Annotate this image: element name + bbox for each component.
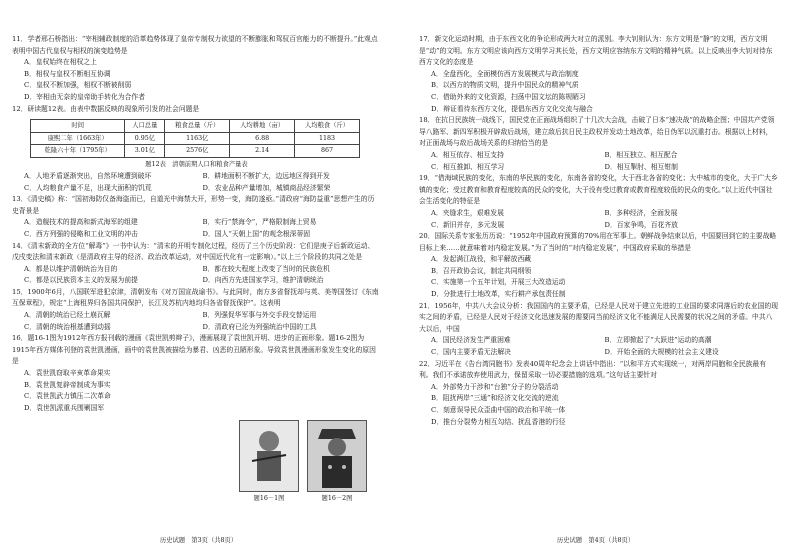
question-22 <box>419 359 778 429</box>
option-b: B．立即掀起了“大跃进”运动的高潮 <box>604 336 712 345</box>
option-c: C．都是以民族资本主义的发展为前提 <box>24 276 138 285</box>
option-c: C．新旧并存，多元发展 <box>431 220 505 229</box>
figure-caption: 题16－2图 <box>321 495 353 502</box>
question-stem: 11．学者邢石桥指出：“宰相辅政制度的沿革趋势体现了皇帝专制权力欲望的不断膨胀和驾驭百官能力的不断提升。”此观点表明中国古代皇权与相权的演变趋势是 <box>12 35 378 55</box>
table-header-cell: 人均粮食（斤） <box>295 120 360 133</box>
right-page <box>397 0 794 552</box>
option-b: B．相互独立、相互配合 <box>604 150 678 159</box>
option-d: D．开始全面的大规模的社会主义建设 <box>604 348 719 357</box>
question-21 <box>419 301 778 359</box>
table-cell: 乾隆六十年（1795年） <box>31 145 125 158</box>
page-footer: 历史试题 第4页（共8页） <box>556 537 635 544</box>
option-c: C．人均粮食产量不足，出现大面积的饥荒 <box>24 183 152 192</box>
option-c: C．西方列强的侵略和工业文明的冲击 <box>24 229 138 238</box>
question-stem: 22．习近平在《告台湾同胞书》发表40周年纪念会上讲话中指出：“以和平方式实现统一，对两岸同胞和全民族最有利。我们不承诺放弃使用武力，保留采取一切必要措施的选项。”这句话主要针对 <box>419 359 767 380</box>
option-row <box>12 183 381 195</box>
option-row <box>12 275 381 287</box>
table-cell: 2576亿 <box>165 145 230 158</box>
cartoon-drawing <box>240 421 298 491</box>
option-b: B．实行“禁海令”，严格限制海上贸易 <box>202 218 317 227</box>
figure-caption: 题16－1图 <box>253 495 285 502</box>
option-row <box>12 171 381 183</box>
option-c: C．相互推卸、相互学习 <box>431 162 505 171</box>
question-17 <box>419 34 778 115</box>
option-b: B．耕地面积不断扩大，边远地区得到开发 <box>202 171 330 180</box>
option-a: A．都是以维护清朝统治为目的 <box>24 264 118 273</box>
option-c: C．实施第一个五年计划，开展三大改造运动 <box>431 278 566 287</box>
option-b: B．袁世凯复辟帝制成为事实 <box>24 380 111 389</box>
option-a: A．清朝的统治已经土崩瓦解 <box>24 311 111 320</box>
cartoon-image <box>307 420 367 492</box>
cartoon-drawing <box>308 421 366 491</box>
option-d: D．宰相由无奈的皇帝助手转化为合作者 <box>24 92 145 101</box>
option-row <box>419 347 778 359</box>
option-a: A．夹缝求生，艰难发展 <box>431 208 504 217</box>
option-d: D．农业品种产量增加，城镇商品经济繁荣 <box>202 183 331 192</box>
option-a: A．全盘西化，全面模仿西方发展模式与政治制度 <box>431 69 579 78</box>
table-row <box>31 145 360 158</box>
table-header-cell: 人口总量 <box>125 120 165 133</box>
option-row <box>419 162 778 174</box>
question-stem: 12．研读题12表。由表中数据反映的现象所引发的社会问题是 <box>12 104 200 113</box>
option-d: D．分批进行土地改革，实行耕产承包责任制 <box>431 290 566 299</box>
option-row <box>419 208 778 220</box>
option-b: B．都在较大程度上改变了当时的民族危机 <box>202 264 330 273</box>
question-14 <box>12 241 381 287</box>
option-d: D．向西方先进国家学习，维护清朝统治 <box>202 276 324 285</box>
table-cell: 3.01亿 <box>125 145 165 158</box>
option-row <box>419 220 778 232</box>
option-c: C．刻意误导民众歪曲中国的政治和平统一体 <box>431 406 566 414</box>
cartoon-image <box>239 420 299 492</box>
table-cell: 6.88 <box>230 132 295 145</box>
option-a: A．人地矛盾逐渐突出，自然环境遭到破坏 <box>24 171 152 180</box>
question-15 <box>12 287 381 333</box>
option-row <box>12 322 381 334</box>
question-stem: 16．题16-1图为1912年西方报刊载的漫画《袁世凯剪辫子》，漫画展现了袁世凯开明、进步的正面形象。题16-2图为1915年西方媒体刊登的袁世凯漫画，画中的袁世凯被描绘为暴君、凶恶的丑陋形象。导致袁世凯漫画形象发生变化的原因是 <box>12 334 376 366</box>
option-row <box>12 217 381 229</box>
question-stem: 18．在抗日民族统一战线下，国民党在正面战场组织了十几次大会战，击破了日本“速决战”的战略企图；中国共产党领导八路军、新四军积极开辟敌后战场，建立敌后抗日民主政权并发动土地改革，给日伪军以沉重打击。根据以上材料，对正面战场与敌后战场关系的归纳恰当的是 <box>419 116 775 148</box>
question-stem: 19．“借海域民族的变化，东南的华民族的变化，东南各省的变化，大于西北各省的变化；大中城市的变化，大于广大乡镇的变化；受过教育和教育程度较高的民众的变化，大于没有受过教育或教育程度较低的民众的变化。”以上近代中国社会生活变化的特征是 <box>419 174 778 206</box>
option-row <box>12 264 381 276</box>
table-cell: 0.95亿 <box>125 132 165 145</box>
option-a: A．造舰技术的提高和新式海军的组建 <box>24 218 138 227</box>
table-header-cell: 时间 <box>31 120 125 133</box>
option-row <box>419 150 778 162</box>
table-header-row <box>31 120 360 133</box>
question-stem: 17．新文化运动时期，由于东西文化的争论形成两大对立的派别。李大钊则认为：东方文明是“静”的文明，西方文明是“动”的文明。东方文明应该向西方文明学习其长处，西方文明应容纳东方文明的精神气质。以上反映出李大钊对待东西方文化的态度是 <box>419 35 773 67</box>
table-cell: 867 <box>295 145 360 158</box>
option-b: B．相权与皇权不断相互协调 <box>24 69 111 78</box>
option-a: A．发起满江战役，和平解放西藏 <box>431 255 532 264</box>
question-12 <box>12 104 381 195</box>
option-c: C．袁世凯武力镇压二次革命 <box>24 392 111 401</box>
question-16 <box>12 333 376 414</box>
option-c: C．借助外来的文化资源，扫荡中国文坛的陈规陋习 <box>431 92 586 101</box>
table-cell: 2.14 <box>230 145 295 158</box>
option-a: A．相互依存、相互支持 <box>431 150 504 159</box>
question-18 <box>419 115 778 173</box>
option-b: B．召开政协会议，制定共同纲领 <box>431 266 532 275</box>
question-stem: 21．1956年，中共八大会议分析：我国国内的主要矛盾，已经是人民对于建立先进的工业国的要求同落后的农业国的现实之间的矛盾，已经是人民对于经济文化迅速发展的需要同当前经济文化不能满足人民需要的状况之间的矛盾。中共八大以后，中国 <box>419 301 778 333</box>
question-13 <box>12 194 381 240</box>
question-19 <box>419 173 778 231</box>
option-d: D．国人“天朝上国”的观念根深蒂固 <box>202 229 311 238</box>
table-cell: 1163亿 <box>165 132 230 145</box>
option-row <box>419 335 778 347</box>
table-header-cell: 人均耕地（亩） <box>230 120 295 133</box>
option-d: D．清政府已沦为列强统治中国的工具 <box>202 322 317 331</box>
option-b: B．阻扰两岸“三通”和经济文化交流的逆流 <box>431 394 559 403</box>
option-a: A．国民经济发生严重困难 <box>431 336 511 345</box>
question-stem: 14．《清末新政的全方位“解毒”》一书中认为：“清末的开明专制化过程，经历了三个历史阶段：它们是庚子后新政运动、戊戌变法和清末新政（是清政府主导的经济、政治改革运动，对中国近代化有一定影响）。”以上三个阶段的共同之处是 <box>12 241 375 262</box>
question-stem: 13．《清史稿》称：“国初海防仅备海盗而已，自道光中海禁大开，形势一变，海防遂亟。”清政府“海防益重”思想产生的历史背景是 <box>12 195 375 215</box>
table-header-cell: 粮食总量（斤） <box>165 120 230 133</box>
table-caption: 题12表 清朝前期人口和粮食产量表 <box>145 160 248 168</box>
figure-16-1 <box>239 420 299 502</box>
question-11 <box>12 34 381 104</box>
option-a: A．皇权始终在相权之上 <box>24 58 97 67</box>
option-d: D．袁世凯派重兵围剿国军 <box>24 403 105 412</box>
option-a: A．外部势力干涉和“台独”分子的分裂活动 <box>431 382 559 391</box>
option-a: A．袁世凯窃取辛亥革命果实 <box>24 369 111 378</box>
option-row <box>12 229 381 241</box>
option-d: D．相互掣肘、相互钳制 <box>604 162 678 171</box>
option-b: B．以西方的物质文明，提升中国民众的精神气质 <box>431 81 579 90</box>
question-stem: 15．1900年6月，八国联军进犯京津，清朝发布《对万国宣战谕书》。与此同时，南方多省督抚却与英、美等国签订《东南互保章程》，规定“上海租界归各国共同保护，长江及苏杭内地均归各省督抚保护”。这表明 <box>12 287 379 308</box>
option-d: D．辩证看待东西方文化，提倡东西方文化交流与融合 <box>431 104 593 113</box>
table-row <box>31 132 360 145</box>
figure-group <box>239 420 367 502</box>
data-table <box>30 119 360 158</box>
option-b: B．多种经济，全面发展 <box>604 208 678 217</box>
option-b: B．列强促华军事与外交手段交替运用 <box>202 311 317 320</box>
page-footer: 历史试题 第3页（共8页） <box>159 537 238 544</box>
option-c: C．国内主要矛盾无法解决 <box>431 348 511 357</box>
option-d: D．推台分裂势力相互勾结、扰乱香港的行径 <box>431 417 566 426</box>
table-cell: 康熙二年（1663年） <box>31 132 125 145</box>
option-c: C．皇权不断加强，相权不断被削弱 <box>24 81 132 90</box>
question-20 <box>419 231 778 301</box>
figure-16-2 <box>307 420 367 502</box>
table-cell: 1183 <box>295 132 360 145</box>
option-row <box>12 310 381 322</box>
option-d: D．百家争鸣，百花齐放 <box>604 220 678 229</box>
question-stem: 20．国际关系专家张历历说：“1952年中国政府预算的70%用在军事上。朝鲜战争结束以后，中国要回到它的主要战略目标上来……就意味着对内稳定发展。”为了当时的“对内稳定发展”，中国政府采取的举措是 <box>419 232 777 252</box>
option-c: C．清朝的统治根基遭到动摇 <box>24 322 111 331</box>
